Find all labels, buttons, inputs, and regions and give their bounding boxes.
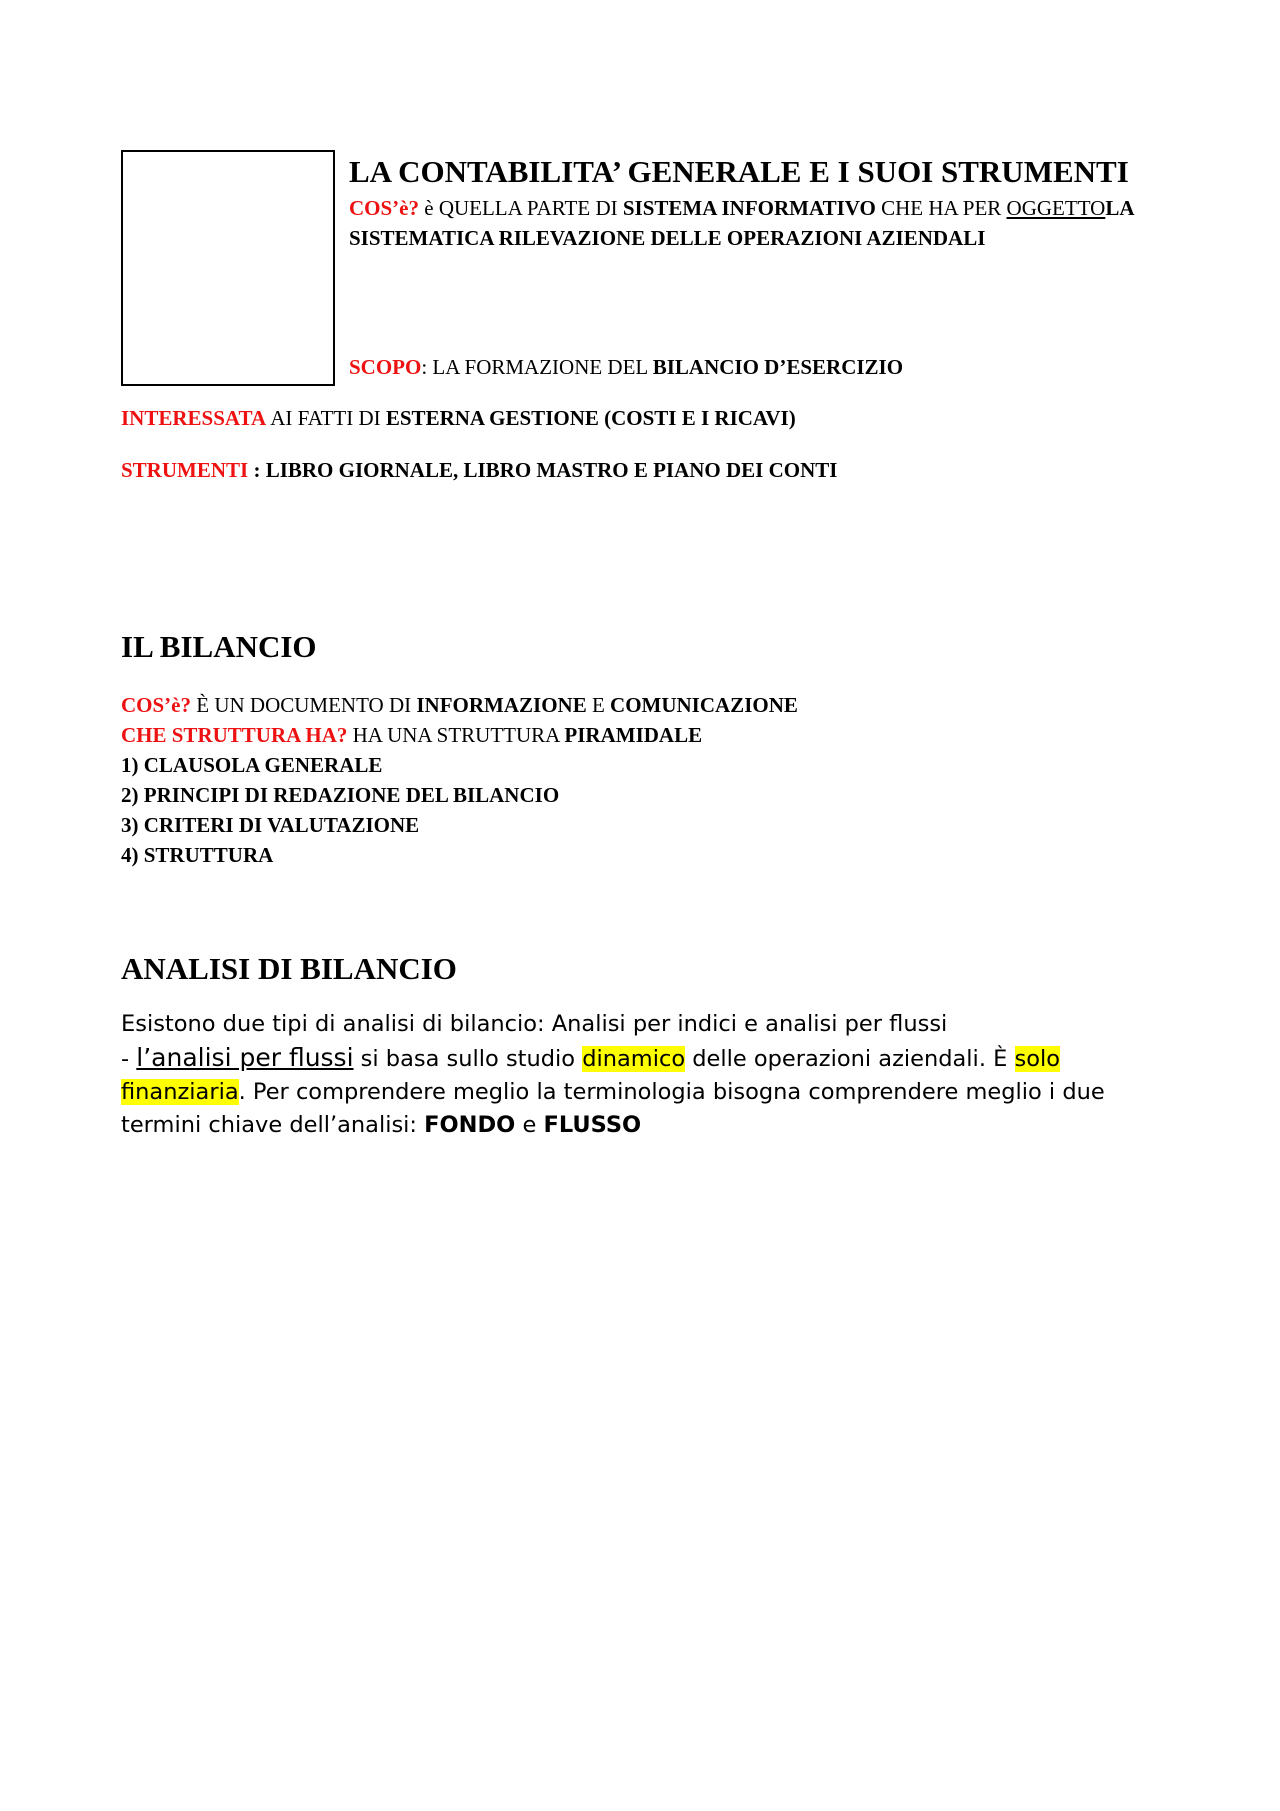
list-item: 3) CRITERI DI VALUTAZIONE bbox=[121, 813, 420, 837]
body-text: e bbox=[515, 1112, 544, 1138]
scopo-label: SCOPO bbox=[349, 355, 422, 379]
analisi-body bbox=[121, 1041, 1181, 1142]
section-title-contabilita: LA CONTABILITA’ GENERALE E I SUOI STRUMENTI bbox=[349, 154, 1129, 189]
section-title-bilancio: IL BILANCIO bbox=[121, 629, 317, 664]
strumenti-line bbox=[121, 455, 837, 485]
interessata-bold: ESTERNA GESTIONE (COSTI E I RICAVI) bbox=[385, 406, 796, 430]
list-item: 4) STRUTTURA bbox=[121, 843, 274, 867]
section-contabilita bbox=[349, 150, 1229, 253]
underlined-term: l’analisi per flussi bbox=[136, 1043, 354, 1072]
struttura-label: CHE STRUTTURA HA? bbox=[121, 723, 348, 747]
cose-label: COS’è? bbox=[349, 196, 419, 220]
definition-bold: SISTEMA INFORMATIVO bbox=[622, 196, 876, 220]
bilancio-cose-line bbox=[121, 690, 798, 720]
strumenti-label: STRUMENTI bbox=[121, 458, 254, 482]
definition-text: è QUELLA PARTE DI bbox=[419, 196, 623, 220]
cose-bold: INFORMAZIONE bbox=[416, 693, 587, 717]
highlight-dinamico: dinamico bbox=[582, 1046, 686, 1072]
cose-label: COS’è? bbox=[121, 693, 191, 717]
highlight-solo-finanziaria: solo finanziaria bbox=[121, 1046, 1061, 1105]
body-text: . Per comprendere meglio la terminologia bisogna comprendere meglio i due termini chiave dell’analisi: bbox=[121, 1079, 1105, 1138]
bilancio-content bbox=[121, 690, 798, 870]
strumenti-bold: : LIBRO GIORNALE, LIBRO MASTRO E PIANO DEI CONTI bbox=[253, 458, 838, 482]
image-placeholder-frame bbox=[121, 150, 335, 386]
definition-paragraph bbox=[349, 193, 1229, 253]
analisi-line-1: Esistono due tipi di analisi di bilancio: Analisi per indici e analisi per flussi bbox=[121, 1011, 948, 1037]
struttura-bold: PIRAMIDALE bbox=[564, 723, 703, 747]
cose-text: È UN DOCUMENTO DI bbox=[191, 693, 417, 717]
term-flusso: FLUSSO bbox=[543, 1112, 642, 1138]
interessata-text: AI FATTI DI bbox=[266, 406, 386, 430]
cose-bold: COMUNICAZIONE bbox=[610, 693, 798, 717]
bilancio-struttura-line bbox=[121, 720, 798, 750]
list-item: 1) CLAUSOLA GENERALE bbox=[121, 753, 383, 777]
body-text: delle operazioni aziendali. È bbox=[685, 1046, 1015, 1072]
struttura-text: HA UNA STRUTTURA bbox=[347, 723, 565, 747]
list-item: 2) PRINCIPI DI REDAZIONE DEL BILANCIO bbox=[121, 783, 560, 807]
analisi-paragraph bbox=[121, 1008, 1181, 1142]
oggetto-underlined: OGGETTO bbox=[1006, 196, 1106, 220]
term-fondo: FONDO bbox=[424, 1112, 516, 1138]
definition-text: CHE HA PER bbox=[875, 196, 1007, 220]
scopo-text: : LA FORMAZIONE DEL bbox=[421, 355, 653, 379]
interessata-label: INTERESSATA bbox=[121, 406, 267, 430]
scopo-line bbox=[349, 352, 903, 382]
interessata-line bbox=[121, 403, 796, 433]
cose-text: E bbox=[586, 693, 611, 717]
definition-bold: LA SISTEMATICA RILEVAZIONE DELLE OPERAZIONI AZIENDALI bbox=[349, 196, 1134, 250]
dash: - bbox=[121, 1046, 137, 1072]
section-title-analisi: ANALISI DI BILANCIO bbox=[121, 951, 457, 986]
body-text: si basa sullo studio bbox=[353, 1046, 583, 1072]
scopo-bold: BILANCIO D’ESERCIZIO bbox=[652, 355, 904, 379]
